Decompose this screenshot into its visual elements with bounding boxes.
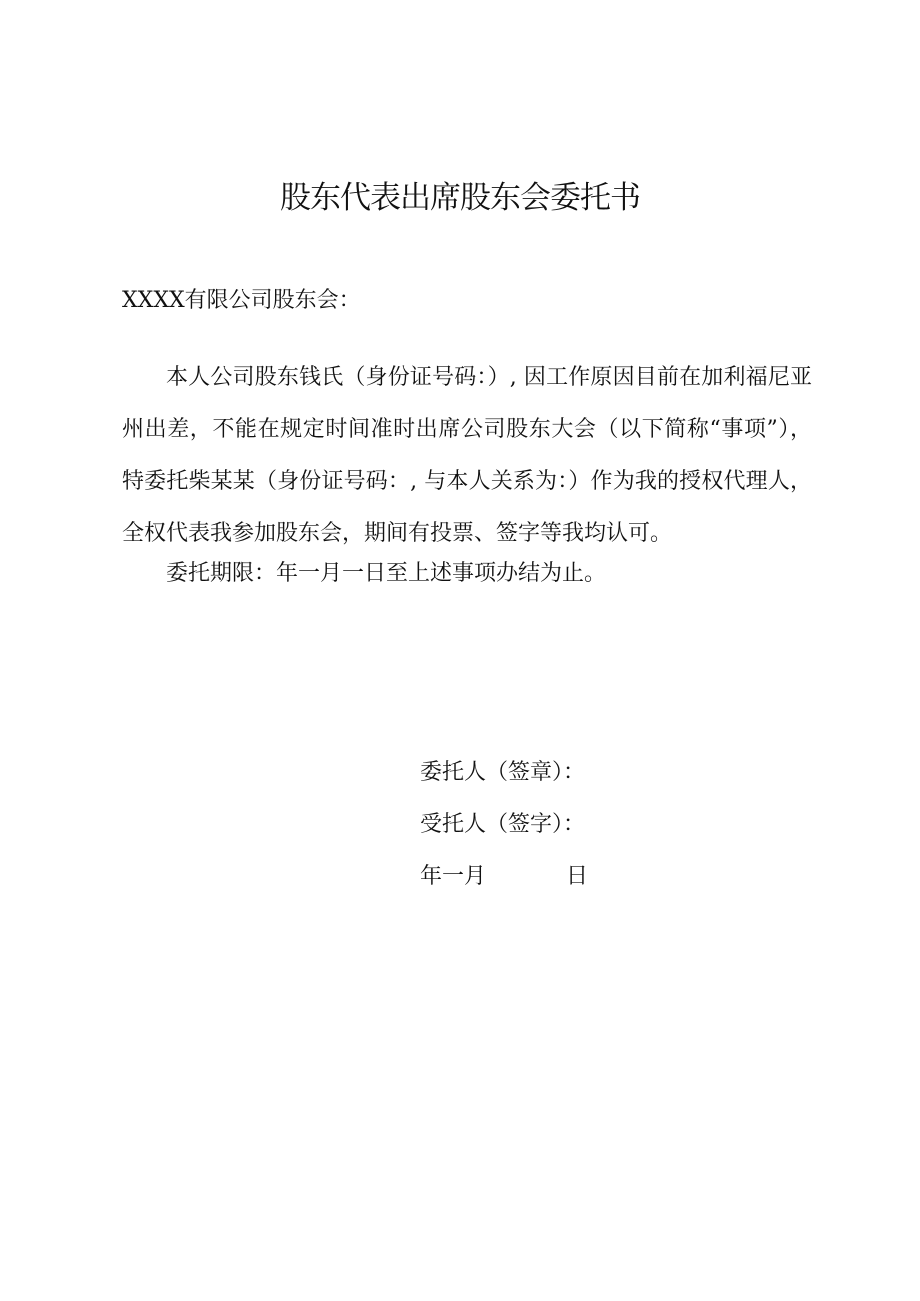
- date-day: 日: [566, 864, 589, 889]
- term-paragraph: 委托期限：年一月一日至上述事项办结为止。: [166, 561, 607, 586]
- document-title: 股东代表出席股东会委托书: [280, 180, 640, 216]
- body-paragraph: 本人公司股东钱氏（身份证号码：）, 因工作原因目前在加利福尼亚州出差，不能在规定时间准时出席公司股东大会（以下简称“事项”），特委托柴某某（身份证号码：, 与本人关系为：）作为我的授权代理人，全权代表我参加股东会，期间有投票、签字等我均认可。: [122, 365, 812, 546]
- date-year-month: 年一月: [420, 864, 487, 889]
- principal-signature-line: 委托人（签章）：: [420, 760, 586, 785]
- recipient-line: XXXX有限公司股东会：: [122, 288, 361, 313]
- agent-signature-line: 受托人（签字）：: [420, 812, 586, 837]
- date-line: [420, 861, 588, 893]
